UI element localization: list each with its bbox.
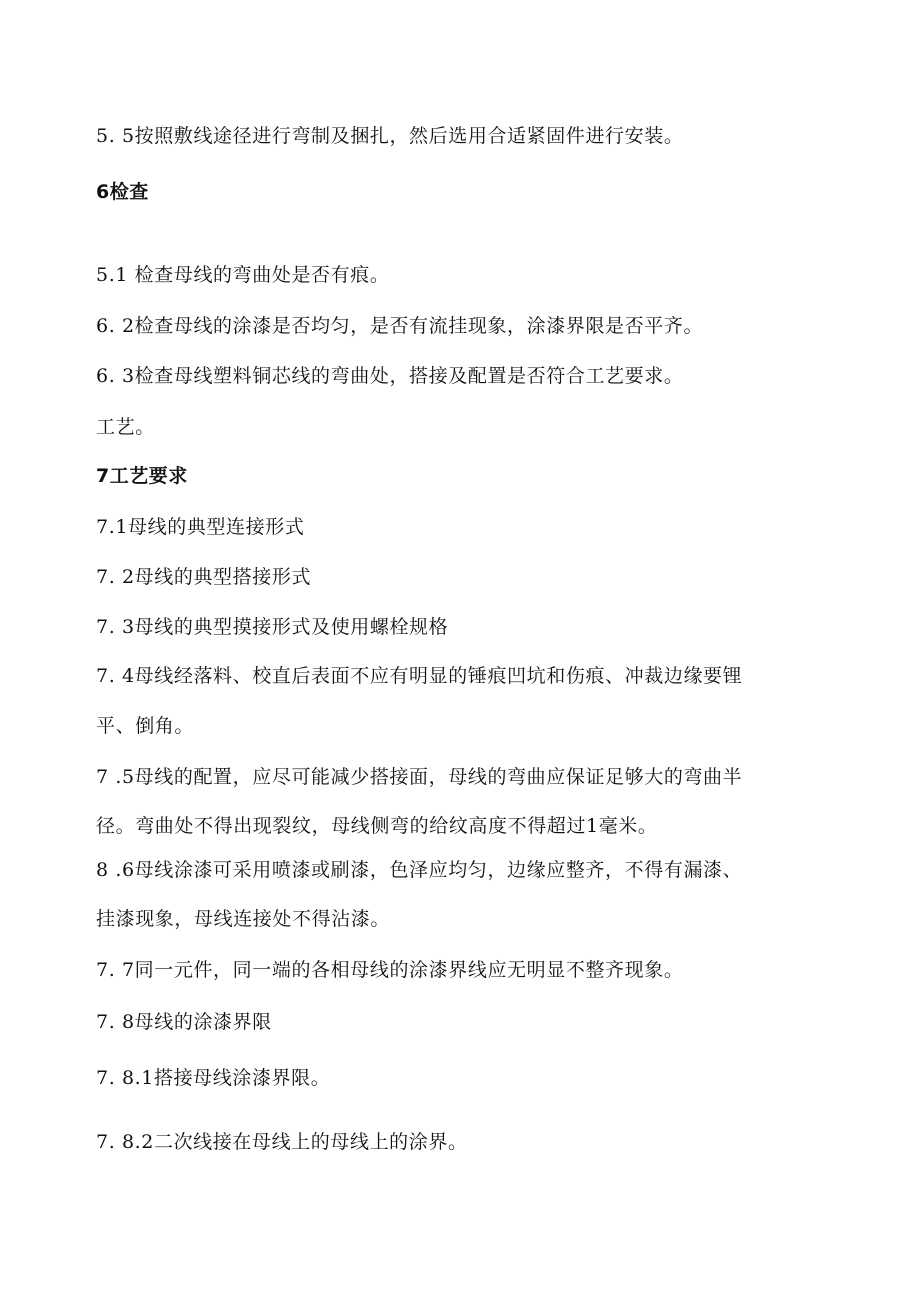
clause-7-5-continuation: 径。弯曲处不得出现裂纹，母线侧弯的给纹高度不得超过1毫米。 — [96, 815, 658, 837]
clause-7-5: 7 .5母线的配置，应尽可能减少搭接面，母线的弯曲应保证足够大的弯曲半 — [96, 766, 743, 788]
clause-7-6: 8 .6母线涂漆可采用喷漆或刷漆，色泽应均匀，边缘应整齐，不得有漏漆、 — [96, 859, 743, 881]
clause-7-4-continuation: 平、倒角。 — [96, 715, 195, 737]
clause-7-1: 7.1母线的典型连接形式 — [96, 516, 305, 538]
clause-7-8-2: 7. 8.2二次线接在母线上的母线上的涂界。 — [96, 1131, 468, 1153]
clause-7-3: 7. 3母线的典型摸接形式及使用螺栓规格 — [96, 616, 449, 638]
clause-5-5: 5. 5按照敷线途径进行弯制及捆扎，然后选用合适紧固件进行安装。 — [96, 125, 684, 147]
clause-6-3-continuation: 工艺。 — [96, 416, 155, 438]
clause-6-1: 5.1 检查母线的弯曲处是否有痕。 — [96, 264, 390, 286]
clause-7-7: 7. 7同一元件，同一端的各相母线的涂漆界线应无明显不整齐现象。 — [96, 959, 684, 981]
clause-7-2: 7. 2母线的典型搭接形式 — [96, 566, 312, 588]
clause-7-8-1: 7. 8.1搭接母线涂漆界限。 — [96, 1067, 331, 1089]
section-6-heading: 6检查 — [96, 181, 149, 203]
clause-7-4: 7. 4母线经落料、校直后表面不应有明显的锤痕凹坑和伤痕、冲裁边缘要锂 — [96, 665, 743, 687]
clause-6-2: 6. 2检查母线的涂漆是否均匀，是否有流挂现象，涂漆界限是否平齐。 — [96, 315, 704, 337]
section-7-heading: 7工艺要求 — [96, 465, 188, 487]
clause-7-6-continuation: 挂漆现象，母线连接处不得沾漆。 — [96, 908, 391, 930]
clause-6-3: 6. 3检查母线塑料铜芯线的弯曲处，搭接及配置是否符合工艺要求。 — [96, 365, 684, 387]
clause-7-8: 7. 8母线的涂漆界限 — [96, 1011, 272, 1033]
